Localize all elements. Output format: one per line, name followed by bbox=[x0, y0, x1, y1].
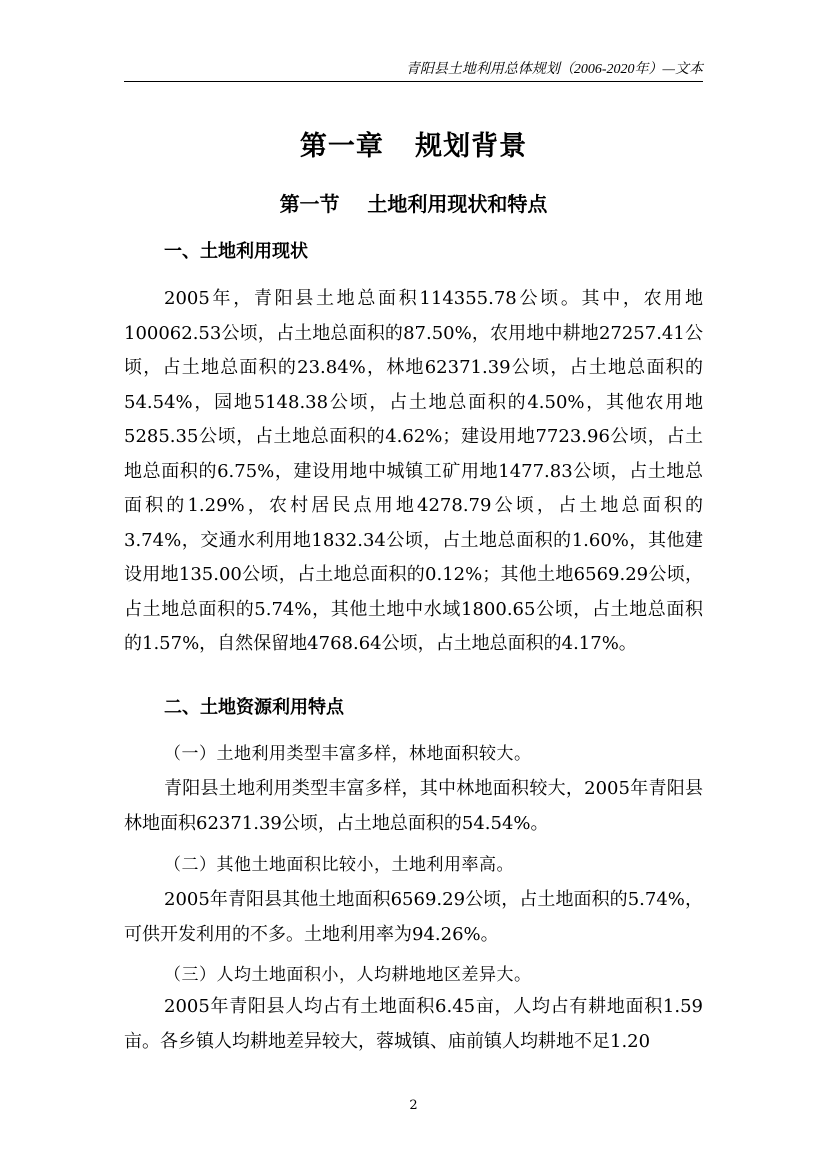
part1-paragraph: 2005年，青阳县土地总面积114355.78公顷。其中，农用地100062.53公顷，占土地总面积的87.50%，农用地中耕地27257.41公顷，占土地总面积的23.84%，林地62371.39公顷，占土地总面积的54.54%，园地5148.38公顷，占土地总面积的4.50%，其他农用地5285.35公顷，占土地总面积的4.62%；建设用地7723.96公顷，占土地总面积的6.75%，建设用地中城镇工矿用地1477.83公顷，占土地总面积的1.29%，农村居民点用地4278.79公顷，占土地总面积的3.74%，交通水利用地1832.34公顷，占土地总面积的1.60%，其他建设用地135.00公顷，占土地总面积的0.12%；其他土地6569.29公顷，占土地总面积的5.74%，其他土地中水域1800.65公顷，占土地总面积的1.57%，自然保留地4768.64公顷，占土地总面积的4.17%。 bbox=[124, 288, 703, 654]
part1-heading: 一、土地利用现状 bbox=[164, 241, 308, 262]
subheading-3: （三）人均土地面积小，人均耕地地区差异大。 bbox=[164, 965, 532, 985]
subheading-2: （二）其他土地面积比较小，土地利用率高。 bbox=[164, 855, 514, 875]
subparagraph-1: 青阳县土地利用类型丰富多样，其中林地面积较大，2005年青阳县林地面积62371.39公顷，占土地总面积的54.54%。 bbox=[124, 778, 703, 834]
page-number: 2 bbox=[409, 1098, 418, 1113]
section-title: 第一节 土地利用现状和特点 bbox=[279, 192, 548, 216]
header-rule bbox=[124, 81, 703, 82]
subparagraph-2: 2005年青阳县其他土地面积6569.29公顷，占土地面积的5.74%，可供开发利用的不多。土地利用率为94.26%。 bbox=[124, 889, 703, 945]
part2-heading: 二、土地资源利用特点 bbox=[164, 697, 344, 718]
running-header: 青阳县土地利用总体规划（2006-2020年）—文本 bbox=[405, 62, 703, 77]
subparagraph-3: 2005年青阳县人均占有土地面积6.45亩，人均占有耕地面积1.59亩。各乡镇人均耕地差异较大，蓉城镇、庙前镇人均耕地不足1.20 bbox=[124, 996, 703, 1052]
chapter-title: 第一章 规划背景 bbox=[299, 131, 528, 162]
subheading-1: （一）土地利用类型丰富多样，林地面积较大。 bbox=[164, 744, 532, 764]
